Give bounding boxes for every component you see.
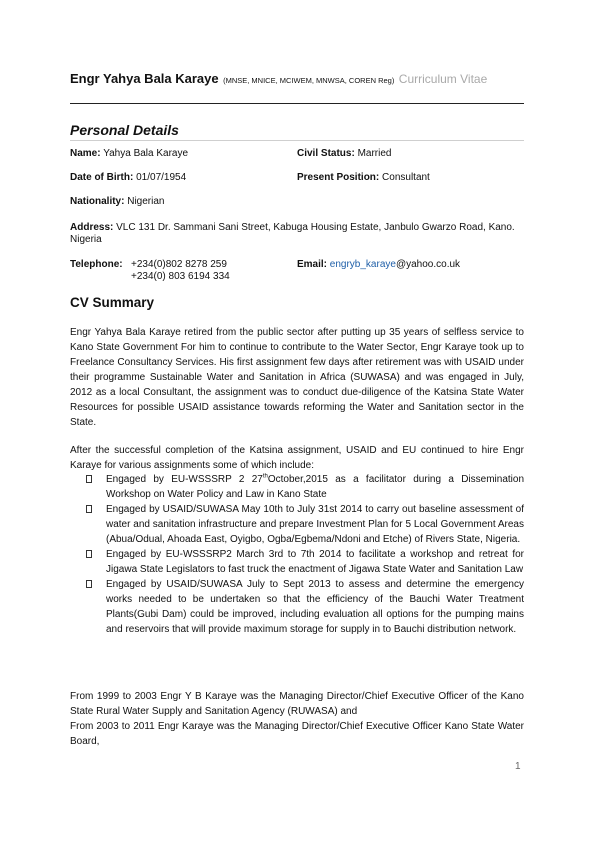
document-header (70, 71, 524, 88)
bullet-box-icon (86, 505, 92, 513)
dob-value: 01/07/1954 (136, 172, 187, 183)
address-value: VLC 131 Dr. Sammani Sani Street, Kabuga Housing Estate, Janbulo Gwarzo Road, Kano. Nigeria (70, 222, 515, 245)
email-domain: @yahoo.co.uk (395, 259, 461, 270)
name-field (70, 148, 188, 160)
email-link[interactable]: engryb_karaye (329, 259, 396, 270)
header-divider (70, 103, 524, 104)
civil-status-field (297, 148, 391, 160)
bullet-box-icon (86, 475, 92, 483)
bullet-box-icon (86, 550, 92, 558)
telephone-label: Telephone: (70, 259, 123, 270)
summary-paragraph-2: After the successful completion of the Katsina assignment, USAID and EU continued to hire Engr Karaye for various assignments some of which include: (70, 445, 524, 471)
list-item: Engaged by EU-WSSSRP 2 27thOctober,2015 as a facilitator during a Dissemination Workshop on Water Policy and Law in Kano State (86, 472, 524, 502)
telephone-2: +234(0) 803 6194 334 (131, 271, 230, 282)
page-number: 1 (515, 761, 521, 772)
present-position-field (297, 172, 430, 184)
list-item: Engaged by EU-WSSSRP2 March 3rd to 7th 2014 to facilitate a workshop and retreat for Jigawa State Legislators to fast truck the enactment of Jigawa State Water and Sanitation Law (86, 547, 524, 577)
summary-paragraph-4: From 2003 to 2011 Engr Karaye was the Managing Director/Chief Executive Officer Kano State Water Board, (70, 721, 524, 747)
personal-details-heading: Personal Details (70, 122, 179, 138)
section-divider (70, 140, 524, 141)
present-position-value: Consultant (382, 172, 430, 183)
telephone-1: +234(0)802 8278 259 (131, 259, 227, 270)
dob-field (70, 172, 186, 184)
list-item: Engaged by USAID/SUWASA May 10th to July 31st 2014 to carry out baseline assessment of water and sanitation infrastructure and prepare Investment Plan for 5 Local Government Areas (Abua/Odual, Ahoada East, Oyigbo, Ogba/Egbema/Ndoni and Etche) of Rivers State, Nigeria. (86, 502, 524, 547)
credentials: (MNSE, MNICE, MCIWEM, MNWSA, COREN Reg) (223, 76, 395, 85)
nationality-value: Nigerian (127, 196, 165, 207)
name-value: Yahya Bala Karaye (103, 148, 189, 159)
dob-label: Date of Birth: (70, 172, 134, 183)
present-position-label: Present Position: (297, 172, 380, 183)
telephone-numbers (131, 259, 230, 283)
address-field (70, 222, 524, 246)
nationality-label: Nationality: (70, 196, 125, 207)
document-title: Curriculum Vitae (398, 72, 488, 86)
list-item: Engaged by USAID/SUWASA July to Sept 2013 to assess and determine the emergency works needed to be undertaken so that the efficiency of the Bauchi Water Treatment Plants(Gubi Dam) could be improved, including evaluation all options for the pumping mains and reservoirs that will provide maximum storage for supply in to Bauchi distribution network. (86, 577, 524, 637)
civil-status-label: Civil Status: (297, 148, 355, 159)
assignment-list (86, 472, 524, 637)
summary-paragraph-3: From 1999 to 2003 Engr Y B Karaye was the Managing Director/Chief Executive Officer of the Kano State Rural Water Supply and Sanitation Agency (RUWASA) and (70, 691, 524, 717)
bullet-box-icon (86, 580, 92, 588)
name-label: Name: (70, 148, 101, 159)
address-label: Address: (70, 222, 114, 233)
summary-paragraph-1: Engr Yahya Bala Karaye retired from the public sector after putting up 35 years of selfless service to Kano State Government For him to continue to contribute to the Water Sector, Engr Karaye took up to Freelance Consultancy Services. His first assignment few days after retirement was with USAID under their programme Sustainable Water and Sanitation in Africa (SUWASA) and was engaged in July, 2012 as a local Consultant, the assignment was to conduct due-diligence of the Katsina State Water Resources for possible USAID assistance towards reforming the Water and Sanitation sector in the State. (70, 327, 524, 428)
email-field (297, 259, 460, 271)
nationality-field (70, 196, 164, 208)
civil-status-value: Married (357, 148, 392, 159)
person-name: Engr Yahya Bala Karaye (70, 71, 219, 86)
email-label: Email: (297, 259, 328, 270)
cv-summary-heading: CV Summary (70, 295, 155, 310)
